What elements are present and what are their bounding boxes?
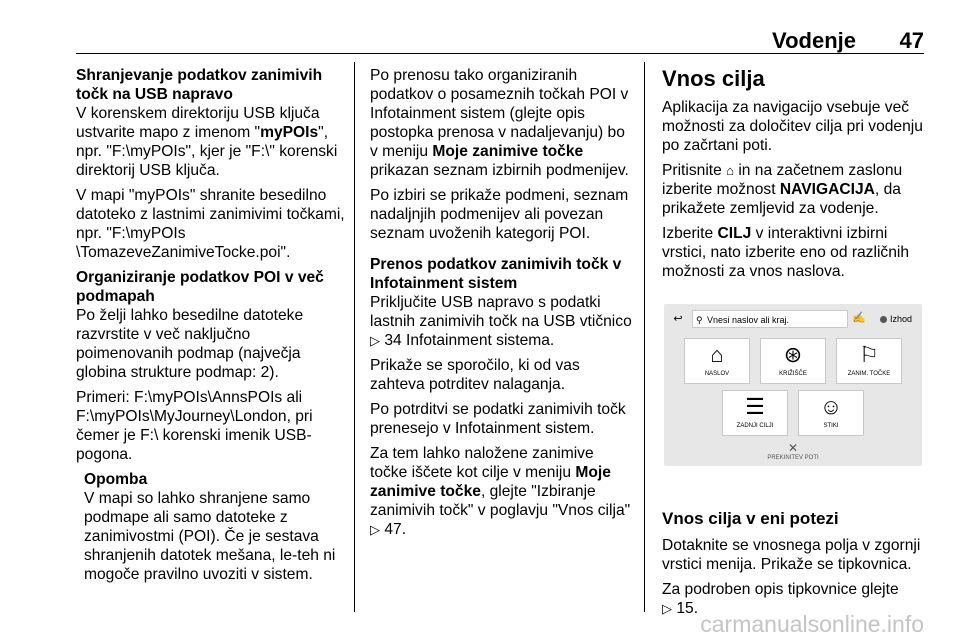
page-ref-arrow-icon: ▷ <box>370 333 380 348</box>
bold-text: Moje zanimive točke <box>370 464 611 500</box>
tile-label: ZADNJI CILJI <box>736 423 774 429</box>
handwriting-icon[interactable]: ✍ <box>852 312 866 324</box>
text: prikazan seznam izbirnih podmenijev. <box>370 162 629 179</box>
chapter-title: Vodenje <box>772 28 856 53</box>
tile-label: STIKI <box>823 423 839 429</box>
cancel-route-button[interactable] <box>664 442 922 462</box>
bold-text: NAVIGACIJA <box>779 181 875 198</box>
search-input[interactable] <box>692 310 848 328</box>
home-icon: ⌂ <box>710 342 724 367</box>
column-2 <box>370 66 634 545</box>
paragraph <box>370 293 634 350</box>
page-ref[interactable]: 47. <box>384 521 407 538</box>
text: Izberite <box>662 225 718 242</box>
contacts-icon: ☺ <box>819 394 843 419</box>
paragraph: Po želji lahko besedilne datoteke razvrstite v več naključno poimenovanih podmap (največja globina strukture podmap: 2). <box>76 307 304 381</box>
text: ", npr. "F:\myPOIs", kjer je "F:\" korenski direktorij USB ključa. <box>76 124 338 179</box>
column-divider-2 <box>644 62 645 612</box>
paragraph: V mapi "myPOIs" shranite besedilno datoteko z lastnimi zanimivimi točkami, npr. "F:\myPOIs \TomazeveZanimiveTocke.poi". <box>76 187 345 261</box>
note-text: V mapi so lahko shranjene samo podmape ali samo datoteke z zanimivostmi (POI). Če je sestava shranjenih datotek mešana, le-teh ni mogoče pravilno uvoziti v sistem. <box>84 490 336 583</box>
page-number: 47 <box>899 28 924 53</box>
bold-text: myPOIs <box>260 124 319 141</box>
home-button-icon: ⌂ <box>726 163 734 178</box>
recent-destinations-icon: ☰ <box>745 394 765 419</box>
bold-text: Moje zanimive točke <box>432 143 584 160</box>
page-ref[interactable]: 34 Infotainment sistema. <box>384 332 555 349</box>
exit-icon <box>880 316 887 323</box>
text: Po prenosu tako organiziranih podatkov o posameznih točkah POI v Infotainment sistem (glejte opis postopka prenosa v nadaljevanju) bo v meniju <box>370 67 629 160</box>
paragraph <box>370 444 634 539</box>
tile-poi[interactable] <box>836 338 902 384</box>
top-bar <box>666 308 920 330</box>
text: v interaktivni izbirni vrstici, nato izberite eno od različnih možnosti za vnos naslova. <box>662 225 910 280</box>
search-placeholder: Vnesi naslov ali kraj. <box>707 315 790 325</box>
paragraph <box>76 104 346 180</box>
text: , da prikažete zemljevid za vodenje. <box>662 181 901 217</box>
paragraph: Po izbiri se prikaže podmeni, seznam nadaljnjih podmenijev ali povezan seznam uvoženih kategorij POI. <box>370 187 629 242</box>
intersection-icon: ⊛ <box>783 342 803 367</box>
paragraph: Aplikacija za navigacijo vsebuje več možnosti za določitev cilja pri vodenju po začrtani poti. <box>662 99 923 154</box>
page-ref-arrow-icon: ▷ <box>662 601 672 616</box>
text: Priključite USB napravo s podatki lastnih zanimivih točk na USB vtičnico <box>370 294 632 330</box>
page-header <box>76 28 924 52</box>
search-icon: ⚲ <box>696 315 703 325</box>
text: in na začetnem zaslonu izberite možnost <box>662 162 903 198</box>
paragraph <box>662 161 930 218</box>
section-heading-transfer: Prenos podatkov zanimivih točk v Infotainment sistem <box>370 256 622 292</box>
text: , glejte "Izbiranje zanimivih točk" v poglavju "Vnos cilja" <box>370 483 631 519</box>
tile-label: NASLOV <box>704 371 730 377</box>
tile-contacts[interactable] <box>798 390 864 436</box>
poi-pin-icon: ⚐ <box>859 342 879 367</box>
exit-label: Izhod <box>890 314 913 324</box>
section-heading-one-touch: Vnos cilja v eni potezi <box>662 509 839 528</box>
paragraph: Dotaknite se vnosnega polja v zgornji vrstici menija. Prikaže se tipkovnica. <box>662 537 921 573</box>
paragraph: Prikaže se sporočilo, ki od vas zahteva potrditev nalaganja. <box>370 357 580 393</box>
note-box <box>76 470 346 584</box>
section-heading-usb: Shranjevanje podatkov zanimivih točk na USB napravo <box>76 67 323 103</box>
bold-text: CILJ <box>717 225 752 242</box>
paragraph <box>370 66 634 180</box>
column-divider-1 <box>354 62 355 612</box>
paragraph: Primeri: F:\myPOIs\AnnsPOIs ali F:\myPOIs\MyJourney\London, pri čemer je F:\ korenski imenik USB-pogona. <box>76 389 313 463</box>
paragraph: Po potrditvi se podatki zanimivih točk prenesejo v Infotainment sistem. <box>370 401 626 437</box>
header-rule <box>76 53 924 54</box>
back-arrow-icon[interactable]: ↩ <box>673 313 683 325</box>
cancel-label: PREKINITEV POTI <box>767 455 819 461</box>
column-1 <box>76 66 346 590</box>
text: Pritisnite <box>662 162 727 179</box>
column-3 <box>662 66 930 287</box>
section-heading-destination: Vnos cilja <box>662 66 765 91</box>
watermark: carmanualsonline.info <box>700 611 924 637</box>
tile-label: KRIŽIŠČE <box>779 371 807 377</box>
page-ref-arrow-icon: ▷ <box>370 522 380 537</box>
text: V korenskem direktoriju USB ključa ustvarite mapo z imenom " <box>76 105 320 141</box>
paragraph <box>662 224 930 281</box>
text: Za podroben opis tipkovnice glejte <box>662 581 899 598</box>
navigation-screenshot <box>660 284 926 484</box>
tile-intersection[interactable] <box>760 338 826 384</box>
note-title: Opomba <box>84 471 148 488</box>
tile-address[interactable] <box>684 338 750 384</box>
column-3-lower <box>662 508 930 624</box>
close-icon: ✕ <box>787 441 799 455</box>
exit-button[interactable] <box>880 311 912 327</box>
page-ref[interactable]: 15. <box>676 600 699 617</box>
screen-panel <box>664 304 922 466</box>
tile-label: ZANIM. TOČKE <box>847 371 891 377</box>
tile-recent[interactable] <box>722 390 788 436</box>
section-heading-subfolders: Organiziranje podatkov POI v več podmapah <box>76 269 324 305</box>
text: Za tem lahko naložene zanimive točke iščete kot cilje v meniju <box>370 445 594 481</box>
